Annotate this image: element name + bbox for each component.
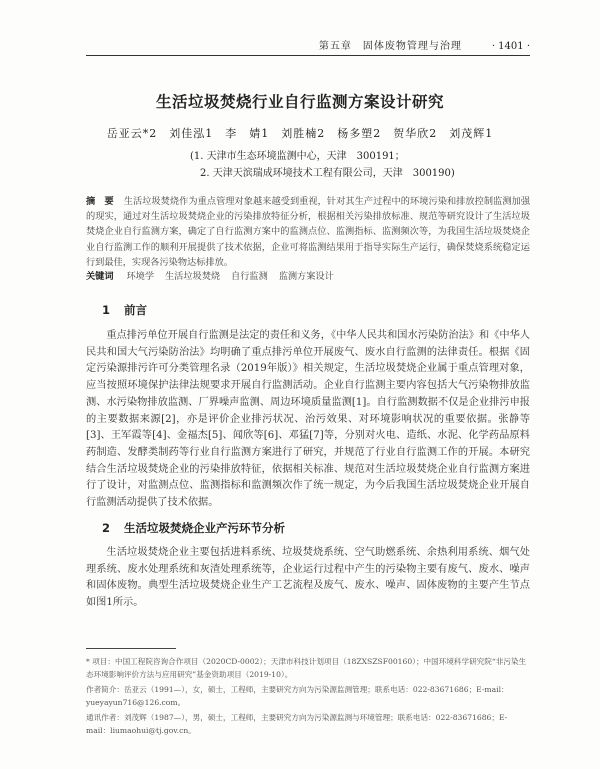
section-heading-1 xyxy=(102,302,147,318)
keyword: 环境学 xyxy=(126,271,155,282)
affiliation-1: (1. 天津市生态环境监测中心，天津 300191； xyxy=(190,151,405,162)
abstract-text: 生活垃圾焚烧作为重点管理对象越来越受到重视，针对其生产过程中的环境污染和排放控制监测加强的现实，通过对生活垃圾焚烧企业的污染排放特征分析，根据相关污染排放标准、规范等研究设计了生活垃圾焚烧企业自行监测方案，确定了自行监测方案中的监测点位、监测指标、监测频次等，为我国生活垃圾焚烧企业自行监测工作的顺利开展提供了技术依据，企业可将监测结果用于指导实际生产运行，确保焚烧系统稳定运行到最佳，实现各污染物达标排放。 xyxy=(86,196,531,268)
footnote-funding: * 项目：中国工程院咨询合作项目（2020CD-0002）；天津市科技计划项目（18ZXSZSF00160）；中国环境科学研究院“非污染生态环境影响评价方法与应用研究”基金资助项目（2019-10）。 xyxy=(86,657,527,679)
author-list: 岳亚云*2 刘佳泓1 李 婧1 刘胜楠2 杨多塑2 贺华欣2 刘茂辉1 xyxy=(106,127,494,140)
abstract xyxy=(86,194,530,270)
keyword: 监测方案设计 xyxy=(278,271,334,282)
footnote-corresponding-author: 通讯作者：刘茂辉（1987—），男，硕士，工程师，主要研究方向为污染源监测与环境管理；联系电话：022-83671686；E-mail：liumaohui@tj.gov.cn。 xyxy=(86,713,508,735)
footnote-divider xyxy=(86,648,176,649)
paper-title: 生活垃圾焚烧行业自行监测方案设计研究 xyxy=(155,93,444,111)
section-title: 前言 xyxy=(124,303,148,317)
keyword: 自行监测 xyxy=(231,271,268,282)
section-title: 生活垃圾焚烧企业产污环节分析 xyxy=(124,521,286,535)
body-paragraph-1: 重点排污单位开展自行监测是法定的责任和义务，《中华人民共和国水污染防治法》和《中华人民共和国大气污染防治法》均明确了重点排污单位开展废气、废水自行监测的法律责任。根据《固定污染源排污许可分类管理名录（2019年版）》相关规定，生活垃圾焚烧企业属于重点管理对象，应当按照环境保护法律法规要求开展自行监测活动。企业自行监测主要内容包括大气污染物排放监测、水污染物排放监测、厂界噪声监测、周边环境质量监测[1]。自行监测数据不仅是企业排污申报的主要数据来源[2]，亦是评价企业排污状况、治污效果、对环境影响状况的重要依据。张静等[3]、王军霞等[4]、金福杰[5]、闻欣等[6]、邓猛[7]等，分别对火电、造纸、水泥、化学药品原料药制造、发酵类制药等行业自行监测方案进行了研究，并规范了行业自行监测工作的开展。本研究结合生活垃圾焚烧企业的污染排放特征，依据相关标准、规范对生活垃圾焚烧企业自行监测方案进行了设计，对监测点位、监测指标和监测频次作了统一规定，为今后我国生活垃圾焚烧企业开展自行监测活动提供了技术依据。 xyxy=(86,330,530,509)
body-paragraph-2: 生活垃圾焚烧企业主要包括进料系统、垃圾焚烧系统、空气助燃系统、余热利用系统、烟气处理系统、废水处理系统和灰渣处理系统等，企业运行过程中产生的污染物主要有废气、废水、噪声和固体废物。典型生活垃圾焚烧企业生产工艺流程及废气、废水、噪声、固体废物的主要产生节点如图1所示。 xyxy=(86,547,530,609)
abstract-label: 摘 要 xyxy=(86,196,114,207)
section-number: 1 xyxy=(102,303,111,317)
keyword: 生活垃圾焚烧 xyxy=(164,271,221,282)
running-header xyxy=(86,34,530,56)
keywords-label: 关键词 xyxy=(86,271,114,282)
running-header-chapter: 第五章 固体废物管理与治理 xyxy=(318,41,462,52)
affiliations xyxy=(190,148,455,182)
page-number: · 1401 · xyxy=(491,41,530,52)
section-heading-2 xyxy=(102,520,285,536)
footnote-author-bio: 作者简介：岳亚云（1991—），女，硕士，工程师，主要研究方向为污染源监测管理；联系电话：022-83671686；E-mail：yueyayun716@126.com。 xyxy=(86,685,509,707)
affiliation-2: 2. 天津天滨瑞成环境技术工程有限公司，天津 300190) xyxy=(200,168,455,179)
section-number: 2 xyxy=(102,521,111,535)
keywords xyxy=(86,268,530,282)
